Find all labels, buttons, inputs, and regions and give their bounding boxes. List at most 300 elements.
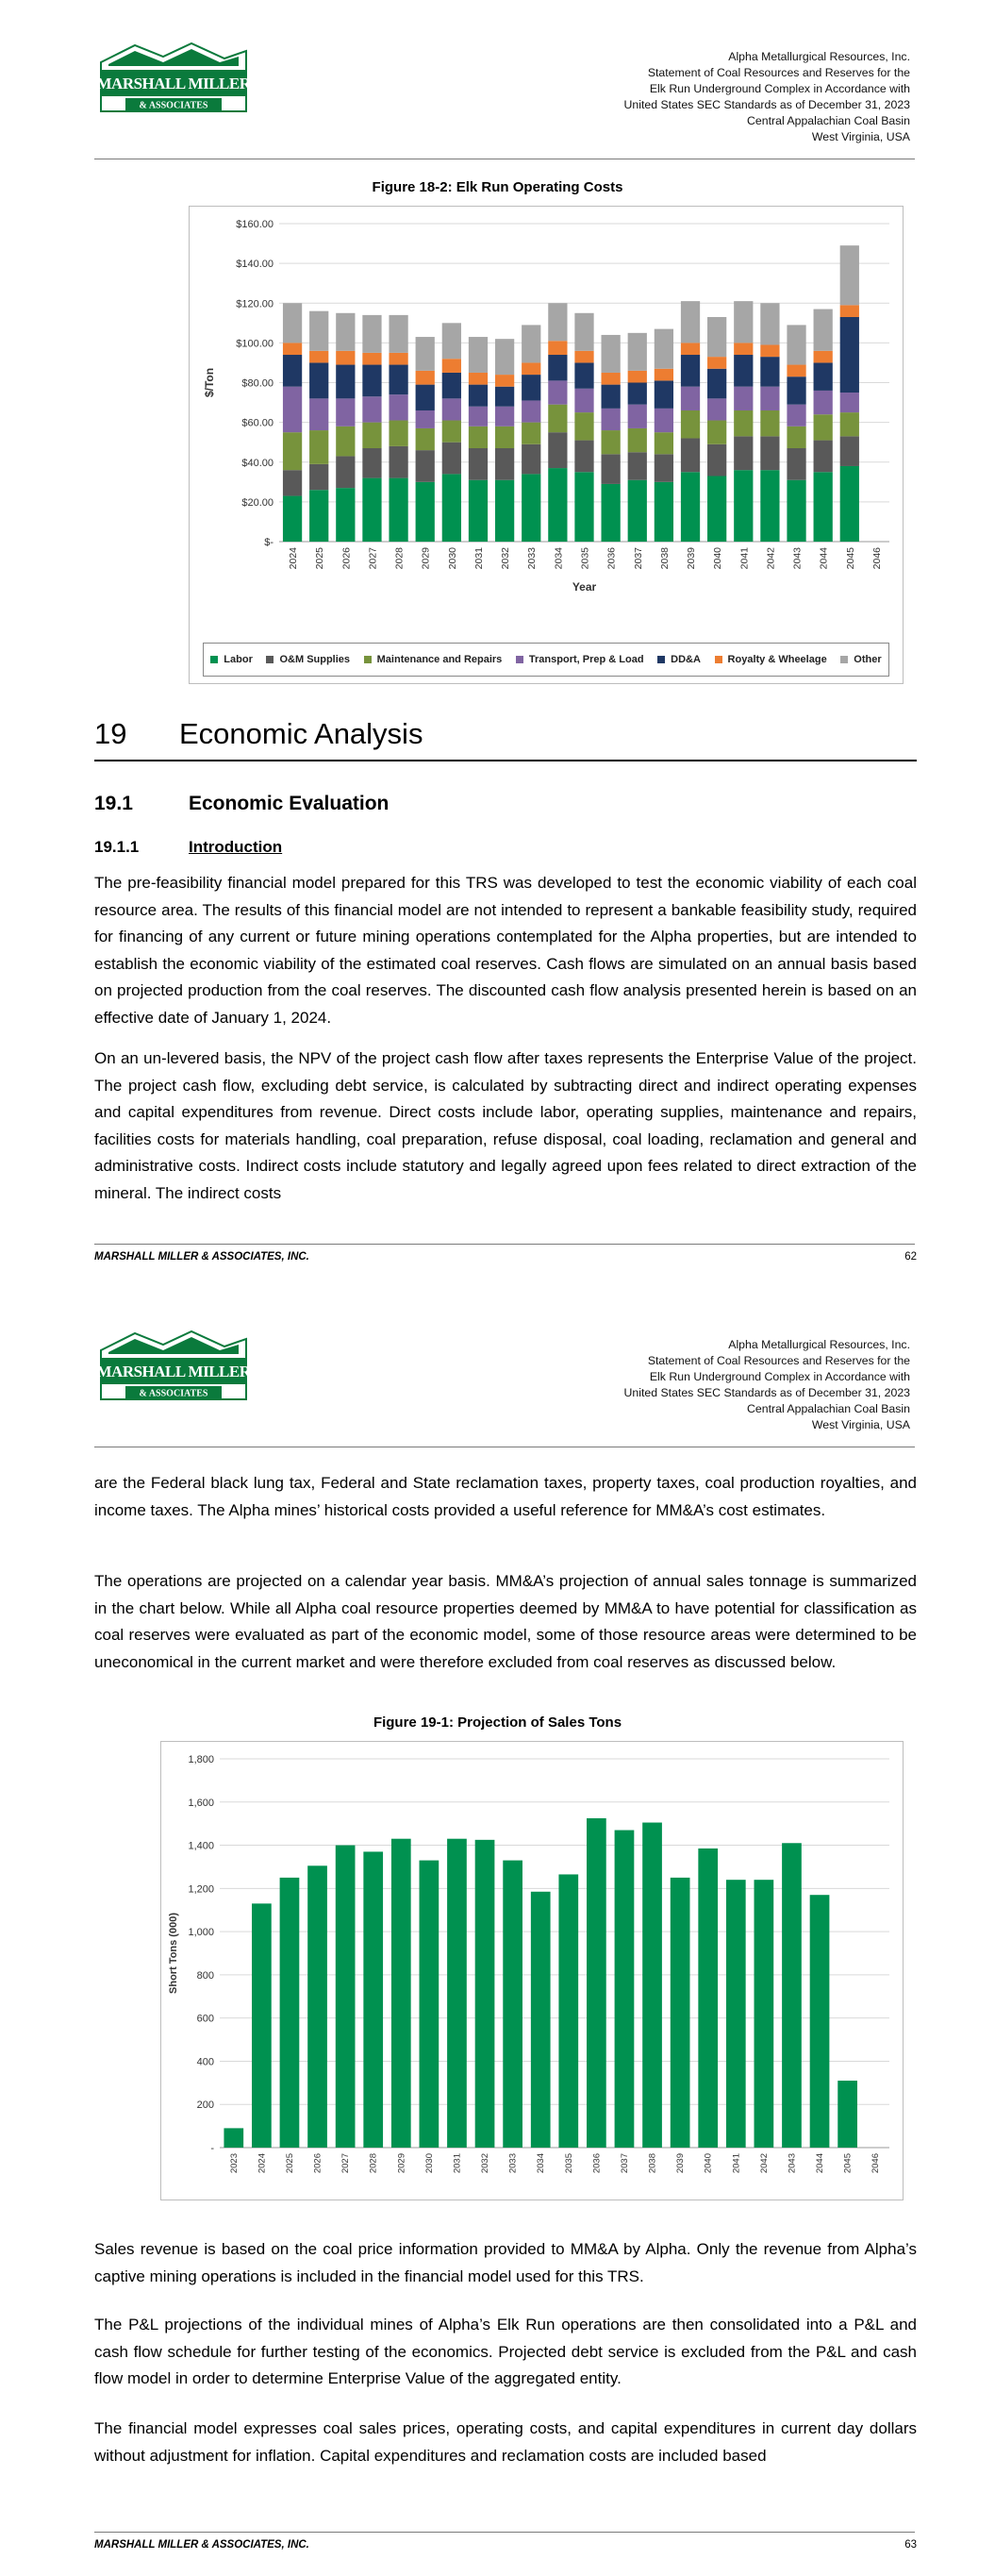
bar-segment	[469, 385, 488, 407]
legend-item	[715, 654, 827, 665]
section-title: Economic Analysis	[179, 717, 423, 750]
legend-label: Other	[854, 654, 882, 665]
company-logo	[97, 42, 250, 113]
bar-segment	[602, 484, 621, 542]
x-tick-label: 2027	[340, 2153, 352, 2174]
paragraph: are the Federal black lung tax, Federal and State reclamation taxes, property taxes, coal production royalties, and income taxes. The Alpha mines’ historical costs provided a useful reference for MM&A’s cost estimates.	[94, 1474, 917, 1519]
legend-label: Transport, Prep & Load	[528, 654, 644, 665]
document-header	[624, 49, 911, 145]
bar-segment	[416, 450, 435, 482]
bar-segment	[707, 317, 726, 357]
y-tick-label: 1,600	[188, 1797, 214, 1809]
bar-segment	[283, 387, 302, 432]
bar-segment	[574, 441, 593, 473]
bar-segment	[548, 341, 567, 355]
operating-costs-chart	[189, 206, 904, 684]
x-tick-label: 2024	[288, 547, 300, 570]
x-axis-title: Year	[572, 580, 597, 594]
bar-segment	[389, 353, 407, 365]
body-text	[94, 1045, 917, 1208]
y-tick-label: $-	[264, 537, 274, 548]
bar-segment	[336, 427, 355, 457]
x-tick-label: 2033	[507, 2153, 519, 2174]
bar-segment	[495, 375, 514, 387]
bar-segment	[707, 421, 726, 444]
y-axis-title: Short Tons (000)	[168, 1913, 179, 1994]
subsubsection-title: Introduction	[189, 838, 283, 856]
body-text	[94, 2236, 917, 2290]
bar-segment	[548, 468, 567, 542]
bar-segment	[416, 410, 435, 428]
legend-swatch	[840, 656, 848, 663]
x-tick-label: 2046	[871, 547, 883, 570]
x-tick-label: 2045	[844, 547, 856, 570]
x-tick-label: 2033	[526, 547, 539, 570]
bar-segment	[389, 315, 407, 353]
bar	[447, 1839, 467, 2148]
x-tick-label: 2036	[591, 2153, 603, 2174]
y-tick-label: 1,400	[188, 1840, 214, 1852]
bar-segment	[840, 393, 859, 412]
bar-segment	[309, 398, 328, 430]
bar-segment	[574, 472, 593, 542]
y-tick-label: -	[210, 2143, 214, 2154]
x-tick-label: 2040	[712, 547, 724, 570]
x-tick-label: 2043	[791, 547, 804, 570]
bar	[558, 1874, 578, 2148]
footer-company: MARSHALL MILLER & ASSOCIATES, INC.	[94, 2539, 309, 2551]
bar-segment	[787, 427, 805, 448]
logo-line2: & ASSOCIATES	[139, 100, 208, 111]
bar-segment	[362, 423, 381, 448]
bar-segment	[787, 405, 805, 427]
x-tick-label: 2037	[632, 547, 644, 570]
bar-segment	[548, 303, 567, 341]
header-line: Elk Run Underground Complex in Accordance with	[649, 1370, 910, 1383]
bar-segment	[707, 369, 726, 399]
section-rule	[94, 760, 917, 761]
legend-label: Maintenance and Repairs	[376, 654, 503, 665]
bar-segment	[734, 410, 753, 436]
x-tick-label: 2032	[500, 547, 512, 570]
footer-company: MARSHALL MILLER & ASSOCIATES, INC.	[94, 1251, 309, 1263]
bar-segment	[574, 389, 593, 412]
x-tick-label: 2025	[284, 2153, 295, 2174]
legend-item	[657, 654, 701, 665]
y-tick-label: $60.00	[241, 417, 274, 429]
x-tick-label: 2024	[257, 2153, 268, 2174]
bar-segment	[362, 315, 381, 353]
bar-segment	[442, 398, 461, 420]
x-tick-label: 2030	[423, 2153, 435, 2174]
bar-segment	[362, 353, 381, 365]
legend-item	[266, 654, 350, 665]
subsubsection-number: 19.1.1	[94, 838, 140, 856]
bar-segment	[362, 478, 381, 542]
legend-item	[840, 654, 881, 665]
paragraph: The pre-feasibility financial model prepared for this TRS was developed to test the economic viability of each coal resource area. The results of this financial model are not intended to represent a bankable feasibility study, required for financing of any current or future mining operations contemplated for the Alpha properties, but are intended to establish the economic viability of the estimated coal reserves. Cash flows are simulated on an annual basis based on projected production from the coal reserves. The discounted cash flow analysis presented herein is based on an effective date of January 1, 2024.	[94, 874, 917, 1027]
bar-segment	[336, 488, 355, 542]
bar-segment	[840, 305, 859, 317]
header-line: Statement of Coal Resources and Reserves for the	[647, 66, 910, 79]
bar-segment	[628, 383, 647, 405]
y-tick-label: $100.00	[236, 338, 274, 350]
x-tick-label: 2038	[647, 2153, 658, 2174]
bar	[224, 2128, 243, 2148]
paragraph: On an un-levered basis, the NPV of the project cash flow after taxes represents the Enterprise Value of the project. The project cash flow, excluding debt service, is calculated by subtracting direct and indirect operating expenses and capital expenditures from revenue. Direct costs include labor, operating supplies, maintenance and repairs, facilities costs for materials handling, coal preparation, refuse disposal, coal loading, reclamation and general and administrative costs. Indirect costs include statutory and legally agreed upon fees related to direct extraction of the mineral. The indirect costs	[94, 1049, 917, 1202]
bar	[782, 1843, 802, 2148]
x-tick-label: 2037	[619, 2153, 630, 2174]
bar-segment	[734, 343, 753, 355]
body-text	[94, 2312, 917, 2393]
bar-segment	[309, 430, 328, 464]
page-number: 63	[904, 2539, 917, 2551]
bar-segment	[602, 409, 621, 430]
paragraph: The P&L projections of the individual mines of Alpha’s Elk Run operations are then consolidated into a P&L and cash flow schedule for further testing of the economics. Projected debt service is excluded from the P&L and cash flow model in order to determine Enterprise Value of the aggregated entity.	[94, 2316, 917, 2388]
bar-segment	[336, 351, 355, 365]
company-logo	[97, 1330, 250, 1401]
header-line: United States SEC Standards as of December 31, 2023	[623, 1386, 910, 1399]
bar-segment	[416, 337, 435, 371]
bar-segment	[495, 448, 514, 480]
operating-costs-plot	[190, 207, 903, 641]
body-text	[94, 870, 917, 1032]
bar-segment	[681, 472, 700, 542]
header-line: Alpha Metallurgical Resources, Inc.	[728, 1338, 910, 1351]
y-tick-label: 200	[196, 2099, 214, 2112]
y-tick-label: $160.00	[236, 219, 274, 230]
y-tick-label: 400	[196, 2056, 214, 2068]
x-tick-label: 2039	[675, 2153, 687, 2174]
x-tick-label: 2044	[818, 547, 830, 570]
bar-segment	[681, 387, 700, 410]
bar-segment	[495, 339, 514, 375]
bar-segment	[734, 470, 753, 542]
bar-segment	[336, 456, 355, 488]
y-tick-label: 1,800	[188, 1754, 214, 1765]
bar-segment	[389, 446, 407, 478]
bar-segment	[442, 421, 461, 443]
body-text	[94, 2416, 917, 2469]
y-tick-label: $40.00	[241, 457, 274, 469]
x-tick-label: 2026	[312, 2153, 323, 2174]
y-tick-label: 1,000	[188, 1927, 214, 1939]
x-tick-label: 2028	[393, 547, 406, 570]
header-line: Elk Run Underground Complex in Accordance with	[649, 82, 910, 95]
bar-segment	[362, 365, 381, 397]
bar-segment	[522, 400, 540, 422]
y-tick-label: 800	[196, 1969, 214, 1982]
legend-swatch	[266, 656, 274, 663]
bar-segment	[655, 432, 673, 454]
bar-segment	[681, 343, 700, 355]
bar-segment	[309, 351, 328, 363]
x-tick-label: 2038	[658, 547, 671, 570]
bar-segment	[840, 412, 859, 436]
bar-segment	[814, 309, 833, 351]
bar-segment	[760, 470, 779, 542]
bar-segment	[707, 476, 726, 542]
header-line: Alpha Metallurgical Resources, Inc.	[728, 50, 910, 63]
bar-segment	[655, 409, 673, 432]
page-footer	[94, 1251, 917, 1263]
bar-segment	[442, 443, 461, 475]
bar-segment	[681, 301, 700, 343]
bar-segment	[362, 396, 381, 422]
bar-segment	[707, 444, 726, 477]
legend-label: DD&A	[671, 654, 701, 665]
bar	[755, 1880, 774, 2148]
bar-segment	[416, 371, 435, 385]
bar-segment	[628, 428, 647, 452]
bar-segment	[495, 407, 514, 427]
bar-segment	[814, 362, 833, 390]
x-tick-label: 2036	[605, 547, 618, 570]
x-tick-label: 2045	[842, 2153, 854, 2174]
bar-segment	[522, 474, 540, 542]
sales-tons-plot	[161, 1742, 903, 2200]
bar-segment	[495, 427, 514, 448]
logo-line2: & ASSOCIATES	[139, 1388, 208, 1399]
x-tick-label: 2035	[563, 2153, 574, 2174]
y-tick-label: $140.00	[236, 259, 274, 271]
bar-segment	[574, 412, 593, 440]
bar-segment	[336, 365, 355, 399]
x-tick-label: 2029	[396, 2153, 407, 2174]
bar-segment	[469, 373, 488, 385]
bar-segment	[760, 410, 779, 436]
bar-segment	[760, 303, 779, 344]
y-axis-title: $/Ton	[203, 367, 216, 398]
bar-segment	[655, 369, 673, 381]
bar-segment	[760, 436, 779, 470]
bar-segment	[840, 245, 859, 305]
bar	[280, 1878, 300, 2148]
bar-segment	[442, 323, 461, 359]
bar	[391, 1839, 411, 2148]
bar-segment	[760, 387, 779, 410]
x-tick-label: 2041	[731, 2153, 742, 2174]
bar	[698, 1848, 718, 2148]
paragraph: The financial model expresses coal sales prices, operating costs, and capital expenditures in current day dollars without adjustment for inflation. Capital expenditures and reclamation costs are included based	[94, 2419, 917, 2465]
sales-tons-chart	[160, 1741, 904, 2200]
legend-label: O&M Supplies	[279, 654, 351, 665]
bar-segment	[602, 373, 621, 385]
logo-line1: MARSHALL MILLER	[97, 1363, 250, 1380]
bar	[363, 1851, 383, 2148]
bar-segment	[389, 365, 407, 395]
bar-segment	[548, 355, 567, 380]
bar-segment	[416, 385, 435, 410]
bar	[307, 1865, 327, 2148]
bar	[642, 1823, 662, 2148]
bar-segment	[548, 380, 567, 404]
bar-segment	[787, 325, 805, 364]
x-tick-label: 2042	[765, 547, 777, 570]
bar-segment	[814, 391, 833, 414]
bar-segment	[655, 380, 673, 408]
bar-segment	[840, 436, 859, 466]
bar-segment	[628, 333, 647, 371]
bar-segment	[734, 355, 753, 387]
section-number: 19	[94, 717, 127, 750]
footer-rule	[94, 2532, 915, 2533]
bar-segment	[442, 359, 461, 373]
bar-segment	[574, 362, 593, 388]
subsection-heading	[94, 793, 389, 815]
x-tick-label: 2041	[738, 547, 751, 570]
header-line: West Virginia, USA	[811, 130, 910, 143]
bar-segment	[814, 414, 833, 440]
y-tick-label: 600	[196, 2013, 214, 2025]
x-tick-label: 2029	[420, 547, 432, 570]
bar-segment	[469, 427, 488, 448]
x-tick-label: 2031	[473, 547, 485, 570]
body-text	[94, 1568, 917, 1676]
bar-segment	[522, 375, 540, 400]
legend-item	[516, 654, 644, 665]
bar-segment	[283, 343, 302, 355]
bar-segment	[309, 311, 328, 351]
y-tick-label: $120.00	[236, 298, 274, 310]
bar	[252, 1903, 272, 2148]
bar-segment	[760, 357, 779, 387]
bar-segment	[416, 482, 435, 542]
document-header	[624, 1337, 911, 1433]
page-63	[0, 1288, 995, 2576]
bar-segment	[602, 385, 621, 409]
bar-segment	[309, 362, 328, 398]
bar-segment	[574, 313, 593, 351]
bar-segment	[495, 480, 514, 542]
chart-legend	[203, 643, 889, 677]
bar-segment	[548, 405, 567, 432]
bar-segment	[734, 387, 753, 410]
bar-segment	[442, 373, 461, 398]
paragraph: Sales revenue is based on the coal price information provided to MM&A by Alpha. Only the revenue from Alpha’s captive mining operations is included in the financial model used for this TRS.	[94, 2240, 917, 2285]
bar-segment	[814, 441, 833, 473]
x-tick-label: 2042	[758, 2153, 770, 2174]
figure-title: Figure 18-2: Elk Run Operating Costs	[372, 179, 623, 195]
bar-segment	[389, 394, 407, 420]
bar-segment	[840, 317, 859, 393]
page-footer	[94, 2539, 917, 2551]
bar-segment	[681, 410, 700, 438]
bar-segment	[548, 432, 567, 468]
bar-segment	[787, 376, 805, 404]
subsubsection-heading	[94, 838, 282, 857]
bar-segment	[628, 452, 647, 479]
bar-segment	[602, 335, 621, 373]
bar-segment	[309, 464, 328, 490]
bar	[503, 1861, 522, 2148]
bar-segment	[283, 355, 302, 387]
logo-line1: MARSHALL MILLER	[97, 75, 250, 92]
bar-segment	[442, 474, 461, 542]
bar-segment	[283, 432, 302, 470]
section-heading	[94, 717, 423, 751]
bar	[671, 1878, 690, 2148]
legend-swatch	[657, 656, 665, 663]
x-tick-label: 2046	[871, 2153, 882, 2174]
bar-segment	[655, 454, 673, 481]
bar-segment	[602, 454, 621, 484]
bar-segment	[734, 436, 753, 470]
x-tick-label: 2032	[480, 2153, 491, 2174]
x-tick-label: 2034	[536, 2153, 547, 2174]
header-line: United States SEC Standards as of December 31, 2023	[623, 98, 910, 111]
bar-segment	[469, 337, 488, 373]
bar-segment	[283, 496, 302, 542]
bar-segment	[522, 362, 540, 375]
subsection-number: 19.1	[94, 793, 133, 814]
x-tick-label: 2030	[446, 547, 458, 570]
bar-segment	[522, 444, 540, 475]
bar-segment	[309, 490, 328, 542]
legend-swatch	[516, 656, 523, 663]
bar-segment	[787, 480, 805, 542]
bar-segment	[389, 421, 407, 446]
body-text	[94, 1470, 917, 1524]
bar-segment	[628, 371, 647, 383]
bar	[837, 2081, 857, 2148]
bar-segment	[469, 407, 488, 427]
x-tick-label: 2034	[553, 547, 565, 570]
bar	[531, 1892, 551, 2148]
paragraph: The operations are projected on a calendar year basis. MM&A’s projection of annual sales tonnage is summarized in the chart below. While all Alpha coal resource properties deemed by MM&A to have potential for classification as coal reserves were evaluated as part of the economic model, some of those resource areas were determined to be uneconomical in the current market and were therefore excluded from coal reserves as discussed below.	[94, 1572, 917, 1671]
bar	[587, 1818, 606, 2148]
header-line: West Virginia, USA	[811, 1418, 910, 1431]
legend-item	[210, 654, 253, 665]
legend-swatch	[715, 656, 722, 663]
bar-segment	[814, 472, 833, 542]
bar-segment	[760, 344, 779, 357]
header-line: Central Appalachian Coal Basin	[747, 114, 910, 127]
x-tick-label: 2043	[787, 2153, 798, 2174]
bar-segment	[336, 313, 355, 351]
page-number: 62	[904, 1251, 917, 1263]
bar	[726, 1880, 746, 2148]
x-tick-label: 2035	[579, 547, 591, 570]
bar-segment	[283, 303, 302, 343]
subsection-title: Economic Evaluation	[189, 793, 390, 814]
bar-segment	[814, 351, 833, 363]
y-tick-label: $20.00	[241, 496, 274, 509]
footer-rule	[94, 1244, 915, 1245]
bar-segment	[495, 387, 514, 407]
bar-segment	[628, 480, 647, 542]
legend-item	[364, 654, 503, 665]
bar-segment	[389, 478, 407, 542]
x-tick-label: 2039	[686, 547, 698, 570]
bar	[420, 1861, 439, 2148]
x-tick-label: 2027	[367, 547, 379, 570]
legend-swatch	[210, 656, 218, 663]
bar-segment	[655, 482, 673, 542]
bar-segment	[336, 398, 355, 426]
bar-segment	[681, 355, 700, 387]
bar-segment	[522, 325, 540, 362]
bar-segment	[469, 480, 488, 542]
figure-title: Figure 19-1: Projection of Sales Tons	[373, 1715, 622, 1731]
header-line: Central Appalachian Coal Basin	[747, 1402, 910, 1415]
bar-segment	[655, 329, 673, 369]
x-tick-label: 2040	[703, 2153, 714, 2174]
bar-segment	[602, 430, 621, 454]
bar-segment	[362, 448, 381, 478]
bar	[810, 1895, 830, 2148]
bar-segment	[469, 448, 488, 480]
